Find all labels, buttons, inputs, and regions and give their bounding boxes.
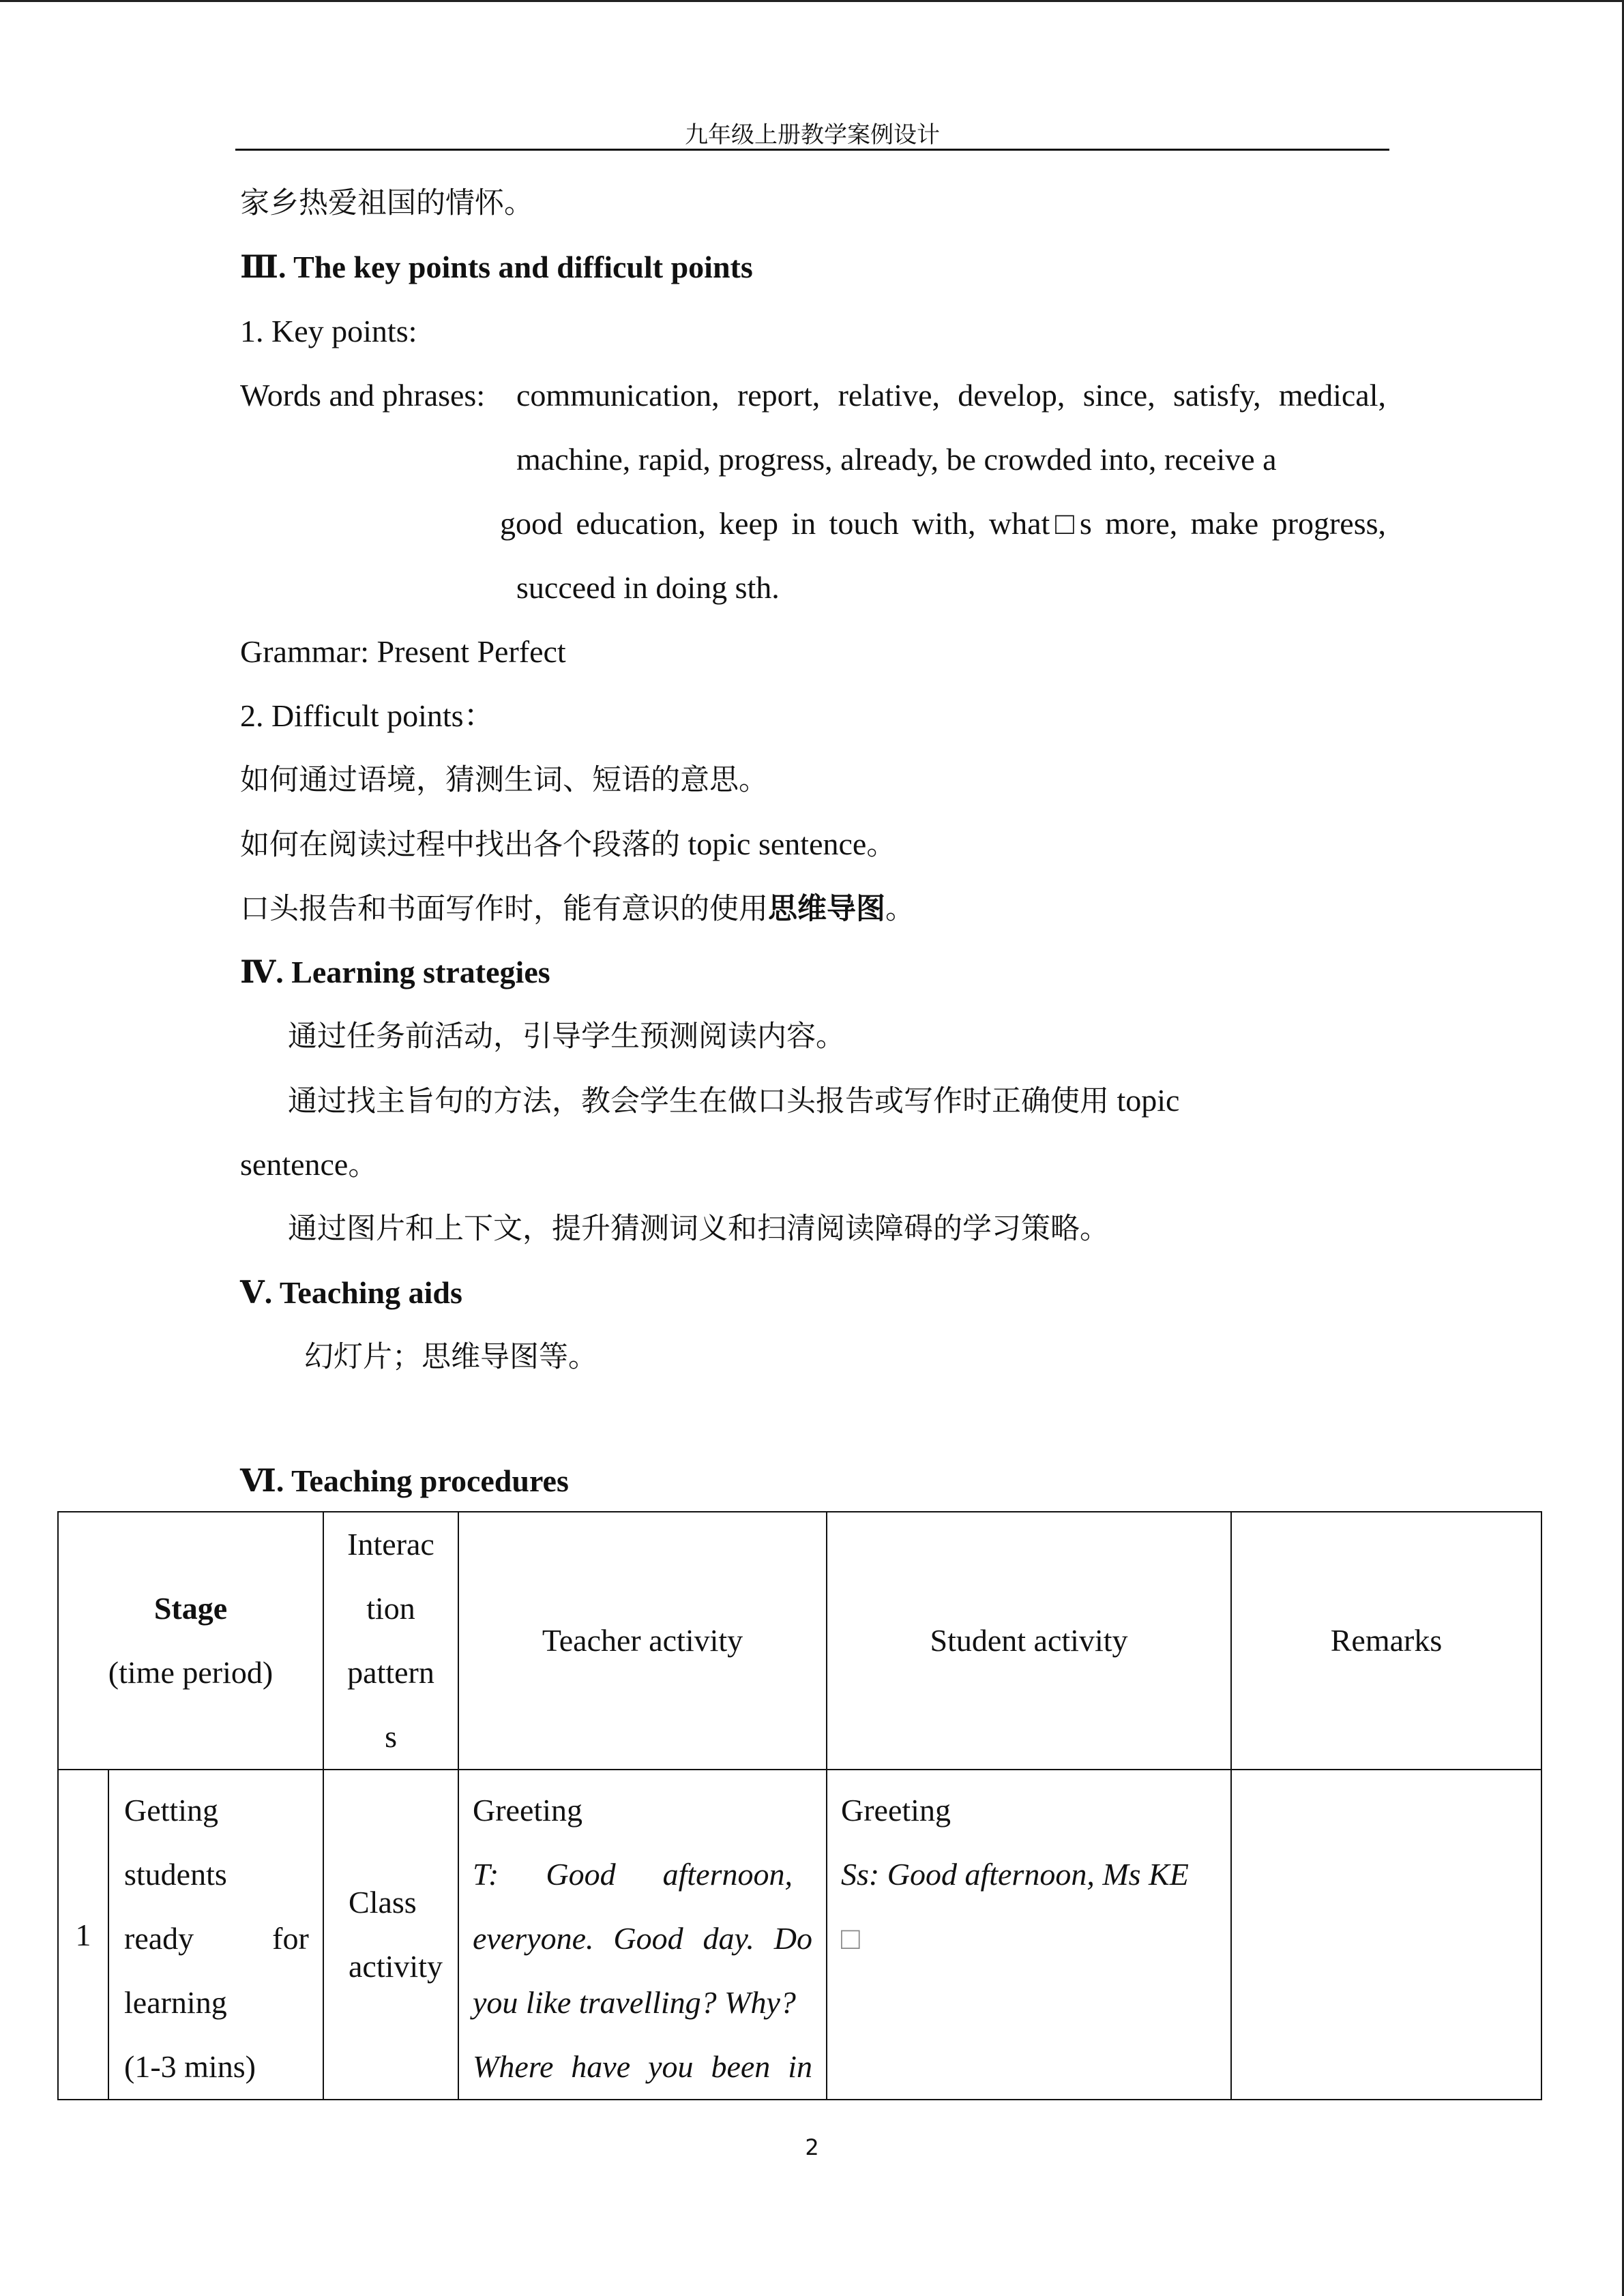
header-teacher-activity: Teacher activity bbox=[458, 1512, 827, 1770]
student-line: Greeting bbox=[841, 1793, 951, 1828]
section-6-heading: Ⅵ. Teaching procedures bbox=[240, 1463, 569, 1498]
table-header-row bbox=[58, 1512, 1541, 1770]
stage-line: students bbox=[124, 1857, 227, 1892]
words-text-2: machine, rapid, progress, already, be crowded into, receive a bbox=[516, 442, 1277, 477]
difficult-point-3 bbox=[240, 888, 915, 929]
difficult-point-2-end: 。 bbox=[866, 828, 896, 862]
intro-line: 家乡热爱祖国的情怀。 bbox=[240, 186, 533, 220]
row-teacher-activity bbox=[458, 1770, 827, 2100]
header-interaction-line: s bbox=[385, 1719, 397, 1754]
page-number: 2 bbox=[805, 2134, 819, 2160]
strategy-2-en: topic bbox=[1109, 1083, 1180, 1118]
difficult-points-label: 2. Difficult points： bbox=[240, 698, 495, 733]
header-student-activity: Student activity bbox=[827, 1512, 1231, 1770]
stage-line: Getting bbox=[124, 1793, 218, 1828]
stage-line: (1-3 mins) bbox=[124, 2049, 256, 2084]
words-text-4: succeed in doing sth. bbox=[516, 570, 780, 605]
teacher-line: you like travelling? Why? bbox=[473, 1985, 796, 2020]
strategy-2-cont-en: sentence bbox=[240, 1147, 349, 1182]
header-rule bbox=[235, 149, 1389, 151]
words-label: Words and phrases: bbox=[240, 378, 486, 413]
mind-map-emphasis: 思维导图 bbox=[768, 892, 885, 926]
strategy-2-cont-end: 。 bbox=[348, 1148, 378, 1182]
words-phrases-line-1 bbox=[240, 375, 1386, 416]
header-stage-title: Stage bbox=[153, 1591, 228, 1626]
teacher-line: T: Good afternoon, bbox=[473, 1857, 793, 1892]
difficult-point-2 bbox=[240, 824, 896, 865]
student-line: □ bbox=[841, 1921, 860, 1956]
header-remarks: Remarks bbox=[1231, 1512, 1541, 1770]
difficult-point-2-cjk: 如何在阅读过程中找出各个段落的 bbox=[240, 828, 680, 862]
row-interaction bbox=[323, 1770, 458, 2100]
strategy-2-continued bbox=[240, 1144, 377, 1186]
interaction-line: activity bbox=[349, 1949, 443, 1984]
interaction-line: Class bbox=[349, 1885, 417, 1920]
section-3-heading: Ⅲ. The key points and difficult points bbox=[240, 250, 753, 284]
teacher-line: Where have you been in bbox=[473, 2049, 813, 2084]
row-stage bbox=[108, 1770, 323, 2100]
header-stage-sub: (time period) bbox=[108, 1655, 274, 1690]
header-interaction-line: tion bbox=[366, 1591, 415, 1626]
difficult-point-3-end: 。 bbox=[885, 892, 915, 926]
stage-line: ready for bbox=[124, 1921, 309, 1956]
grammar-line: Grammar: Present Perfect bbox=[240, 634, 566, 669]
strategy-2-cjk: 通过找主旨句的方法，教会学生在做口头报告或写作时正确使用 bbox=[288, 1084, 1109, 1118]
header-interaction-line: pattern bbox=[347, 1655, 434, 1690]
page-header: 九年级上册教学案例设计 bbox=[685, 121, 940, 149]
key-points-label: 1. Key points: bbox=[240, 314, 417, 348]
strategy-2 bbox=[288, 1080, 1179, 1122]
row-remarks bbox=[1231, 1770, 1541, 2100]
teacher-line: everyone. Good day. Do bbox=[473, 1921, 813, 1956]
teacher-line: Greeting bbox=[473, 1793, 582, 1828]
difficult-point-1: 如何通过语境，猜测生词、短语的意思。 bbox=[240, 763, 768, 797]
strategy-1: 通过任务前活动，引导学生预测阅读内容。 bbox=[288, 1019, 845, 1054]
section-5-heading: Ⅴ. Teaching aids bbox=[240, 1275, 462, 1310]
section-4-heading: Ⅳ. Learning strategies bbox=[240, 955, 550, 989]
words-text-3: good education, keep in touch with, what□s more, make progress, bbox=[500, 506, 1386, 541]
header-interaction-line: Interac bbox=[347, 1527, 434, 1562]
header-stage bbox=[58, 1512, 323, 1770]
row-number: 1 bbox=[58, 1770, 108, 2100]
difficult-point-2-en: topic sentence bbox=[680, 826, 867, 861]
student-line: Ss: Good afternoon, Ms KE bbox=[841, 1857, 1189, 1892]
page-border-top bbox=[0, 0, 1624, 2]
teaching-procedures-table bbox=[57, 1511, 1542, 2100]
words-text-1: communication, report, relative, develop, since, satisfy, medical, bbox=[516, 378, 1386, 413]
strategy-3: 通过图片和上下文，提升猜测词义和扫清阅读障碍的学习策略。 bbox=[288, 1212, 1109, 1246]
teaching-aids: 幻灯片；思维导图等。 bbox=[304, 1340, 597, 1374]
header-interaction bbox=[323, 1512, 458, 1770]
table-row bbox=[58, 1770, 1541, 2100]
row-student-activity bbox=[827, 1770, 1231, 2100]
difficult-point-3-cjk: 口头报告和书面写作时，能有意识的使用 bbox=[240, 892, 768, 926]
stage-line: learning bbox=[124, 1985, 227, 2020]
